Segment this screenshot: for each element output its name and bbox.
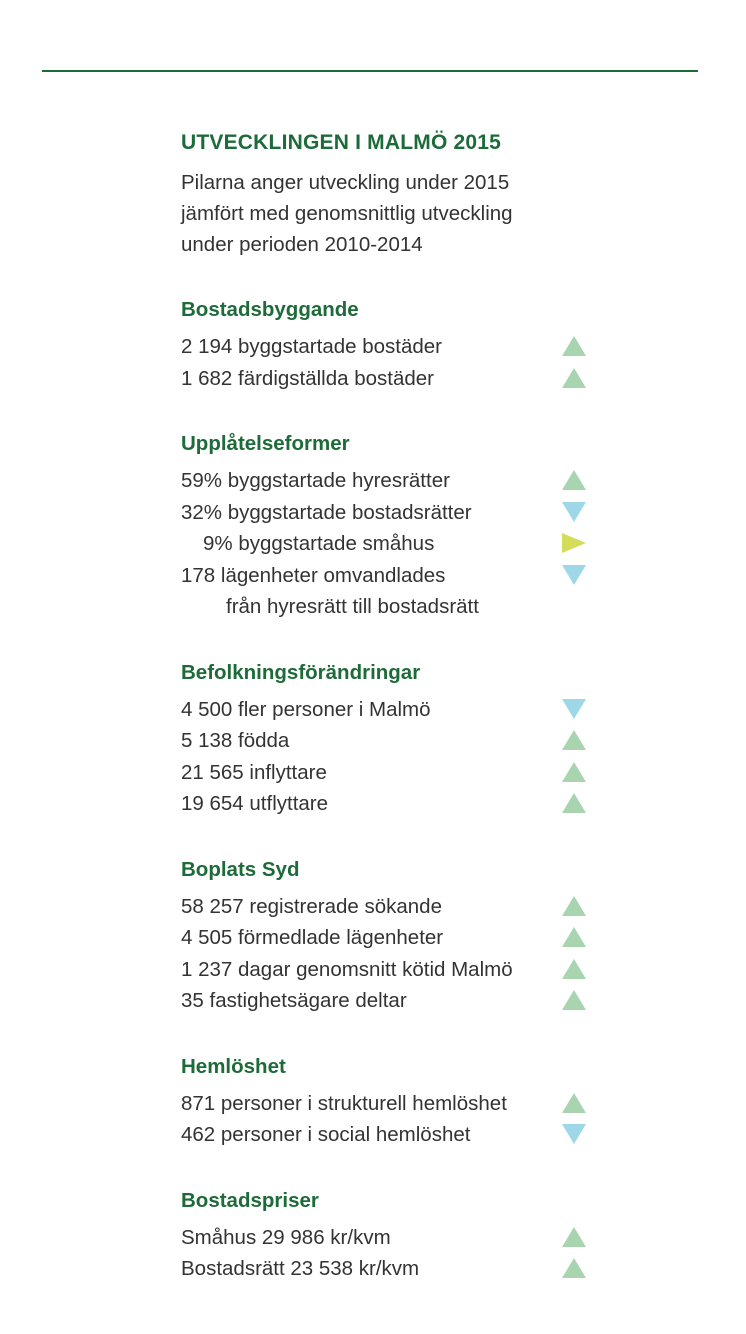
stat-text: Bostadsrätt 23 538 kr/kvm	[181, 1257, 420, 1280]
stat-row	[181, 560, 601, 623]
stat-row	[181, 1222, 601, 1254]
stat-text: 58 257 registrerade sökande	[181, 894, 442, 918]
section-befolkning	[181, 658, 601, 820]
stat-text: Småhus 29 986 kr/kvm	[181, 1225, 391, 1249]
trend-up-icon	[562, 896, 586, 916]
stat-text: 21 565 inflyttare	[181, 760, 327, 784]
section-heading: Upplåtelseformer	[181, 432, 350, 455]
top-divider	[42, 70, 698, 72]
section-upplatelseformer	[181, 429, 601, 623]
stat-text: 4 500 fler personer i Malmö	[181, 697, 431, 721]
trend-up-icon	[562, 368, 586, 388]
trend-down-icon	[562, 502, 586, 522]
stat-text: 1 237 dagar genomsnitt kötid Malmö	[181, 957, 513, 981]
stat-row	[181, 1253, 601, 1285]
section-bostadsbyggande	[181, 295, 601, 394]
stat-text: 2 194 byggstartade bostäder	[181, 335, 442, 358]
trend-up-icon	[562, 927, 586, 947]
stat-text: 1 682 färdigställda bostäder	[181, 366, 435, 390]
section-heading: Bostadspriser	[181, 1188, 319, 1212]
section-heading: Boplats Syd	[181, 857, 300, 881]
trend-up-icon	[562, 793, 586, 813]
intro-line: jämfört med genomsnittlig utveckling	[181, 202, 513, 225]
trend-up-icon	[562, 730, 586, 750]
infographic	[181, 126, 601, 1285]
trend-down-icon	[562, 565, 586, 585]
trend-up-icon	[562, 470, 586, 490]
stat-row	[181, 465, 601, 497]
stat-text: 59% byggstartade hyresrätter	[181, 469, 450, 492]
stat-row	[181, 891, 601, 923]
stat-row	[181, 528, 601, 560]
trend-up-icon	[562, 762, 586, 782]
trend-up-icon	[562, 1227, 586, 1247]
stat-row	[181, 363, 601, 395]
stat-text: 35 fastighetsägare deltar	[181, 989, 407, 1012]
stat-row	[181, 985, 601, 1017]
stat-text: 9% byggstartade småhus	[203, 532, 435, 555]
stat-row	[181, 694, 601, 726]
stat-text: 4 505 förmedlade lägenheter	[181, 926, 444, 949]
section-heading: Hemlöshet	[181, 1054, 286, 1078]
section-heading: Bostadsbyggande	[181, 298, 359, 321]
section-bostadspriser	[181, 1186, 601, 1285]
trend-down-icon	[562, 699, 586, 719]
stat-text: 5 138 födda	[181, 729, 290, 752]
stat-text: 178 lägenheter omvandlades	[181, 563, 446, 587]
section-hemloshet	[181, 1052, 601, 1151]
trend-up-icon	[562, 959, 586, 979]
stat-subtext: från hyresrätt till bostadsrätt	[226, 595, 479, 618]
stat-row	[181, 1088, 601, 1120]
page-title: UTVECKLINGEN I MALMÖ 2015	[181, 131, 502, 154]
stat-text: 462 personer i social hemlöshet	[181, 1123, 471, 1146]
trend-up-icon	[562, 336, 586, 356]
section-boplats-syd	[181, 855, 601, 1017]
stat-text: 32% byggstartade bostadsrätter	[181, 500, 472, 524]
trend-neutral-icon	[562, 533, 586, 553]
stat-row	[181, 725, 601, 757]
stat-row	[181, 954, 601, 986]
trend-up-icon	[562, 1258, 586, 1278]
stat-text: 871 personer i strukturell hemlöshet	[181, 1091, 507, 1115]
trend-up-icon	[562, 990, 586, 1010]
stat-row	[181, 788, 601, 820]
stat-row	[181, 922, 601, 954]
stat-row	[181, 1119, 601, 1151]
stat-row	[181, 757, 601, 789]
section-heading: Befolkningsförändringar	[181, 660, 421, 684]
stat-row	[181, 497, 601, 529]
intro-line: Pilarna anger utveckling under 2015	[181, 171, 510, 194]
stat-row	[181, 331, 601, 363]
trend-up-icon	[562, 1093, 586, 1113]
intro-text	[181, 167, 601, 260]
intro-line: under perioden 2010-2014	[181, 233, 423, 256]
stat-text: 19 654 utflyttare	[181, 792, 329, 815]
trend-down-icon	[562, 1124, 586, 1144]
